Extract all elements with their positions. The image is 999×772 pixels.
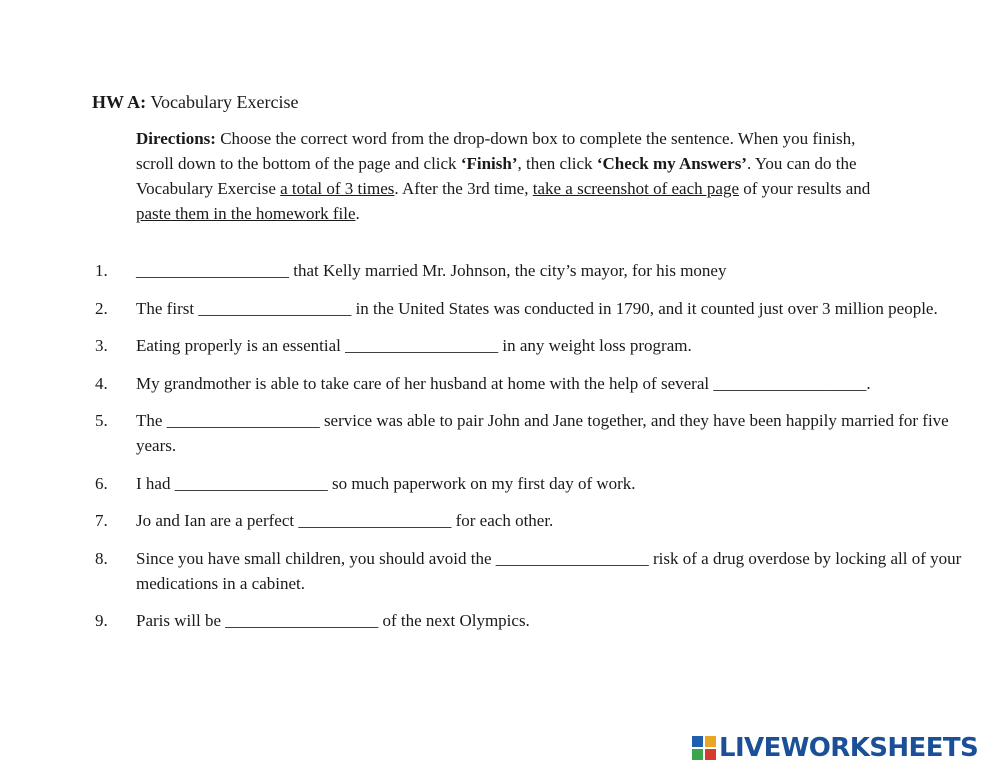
question-text-after: so much paperwork on my first day of work. [327,473,636,493]
question-text [136,333,965,358]
question-item [95,471,965,496]
directions-text: , then click [517,154,597,173]
question-text-before: Jo and Ian are a perfect [136,511,299,530]
question-text-before: The [136,411,167,430]
answer-dropdown-blank[interactable]: __________________ [174,473,328,493]
answer-dropdown-blank[interactable]: __________________ [136,261,289,280]
question-number: 7. [95,511,108,530]
question-text-before: Since you have small children, you should avoid the [136,548,496,568]
question-number: 1. [95,261,108,280]
title-label: HW A: [92,92,147,112]
question-item [95,546,965,596]
question-item [95,508,965,533]
question-text [136,508,965,533]
question-text [136,258,965,283]
directions-text: . After the 3rd time, [394,179,533,198]
logo-text: LIVEWORKSHEETS [719,733,979,763]
answer-dropdown-blank[interactable]: __________________ [225,611,379,630]
answer-dropdown-blank[interactable]: __________________ [166,411,320,430]
directions-label: Directions: [136,129,216,148]
question-item [95,608,965,633]
question-number: 3. [95,336,108,355]
directions-text: Choose the correct word from the drop-down box to complete the sentence. When you finish, scroll down to the bottom of the page and click [136,129,856,173]
question-text [136,546,965,596]
directions-paragraph [136,126,896,226]
question-number: 4. [95,373,108,393]
directions-text: . [355,204,360,223]
question-number: 2. [95,298,108,318]
logo-square [692,736,703,747]
question-item [95,408,965,458]
question-text [136,608,965,633]
directions-text: of your results and [738,179,871,198]
question-number: 9. [95,611,108,630]
question-text-after: in the United States was conducted in 1790, and it counted just over 3 million people. [351,298,938,318]
question-item [95,371,965,396]
question-text-before: The first [136,298,199,318]
exercise-title [92,92,298,113]
question-text [136,408,965,458]
logo-square [705,749,716,760]
question-number: 8. [95,548,108,568]
question-text [136,371,965,396]
directions-text: . You can do the Vocabulary Exercise [136,154,857,198]
answer-dropdown-blank[interactable]: __________________ [345,336,499,355]
logo-square [692,749,703,760]
question-text-after: service was able to pair John and Jane together, and they have been happily married for five years. [136,411,949,455]
answer-dropdown-blank[interactable]: __________________ [198,298,352,318]
question-item [95,258,965,283]
liveworksheets-logo [692,734,978,762]
question-text [136,471,965,496]
attempts-limit: a total of 3 times [280,179,395,198]
finish-keyword: ‘Finish’ [460,154,518,173]
check-answers-keyword: ‘Check my Answers’ [596,154,747,173]
logo-mark-icon [692,736,716,760]
logo-square [705,736,716,747]
question-text-after: of the next Olympics. [378,611,530,630]
paste-instruction: paste them in the homework file [136,204,356,223]
question-number: 6. [95,473,108,493]
screenshot-instruction: take a screenshot of each page [532,179,739,198]
answer-dropdown-blank[interactable]: __________________ [495,548,649,568]
question-item [95,296,965,321]
question-text-after: risk of a drug overdose by locking all of your medications in a cabinet. [136,548,962,593]
answer-dropdown-blank[interactable]: __________________ [298,511,452,530]
title-text: Vocabulary Exercise [150,92,299,112]
question-text-before: Paris will be [136,611,226,630]
question-item [95,333,965,358]
question-text-before: I had [136,473,175,493]
question-text-before: My grandmother is able to take care of her husband at home with the help of several [136,373,714,393]
question-text-before: Eating properly is an essential [136,336,346,355]
question-list [95,258,965,646]
answer-dropdown-blank[interactable]: __________________ [713,373,867,393]
question-text-after: in any weight loss program. [498,336,692,355]
question-text [136,296,965,321]
question-text-after: . [866,373,871,393]
question-number: 5. [95,411,108,430]
question-text-after: that Kelly married Mr. Johnson, the city’s mayor, for his money [289,261,727,280]
question-text-after: for each other. [451,511,554,530]
